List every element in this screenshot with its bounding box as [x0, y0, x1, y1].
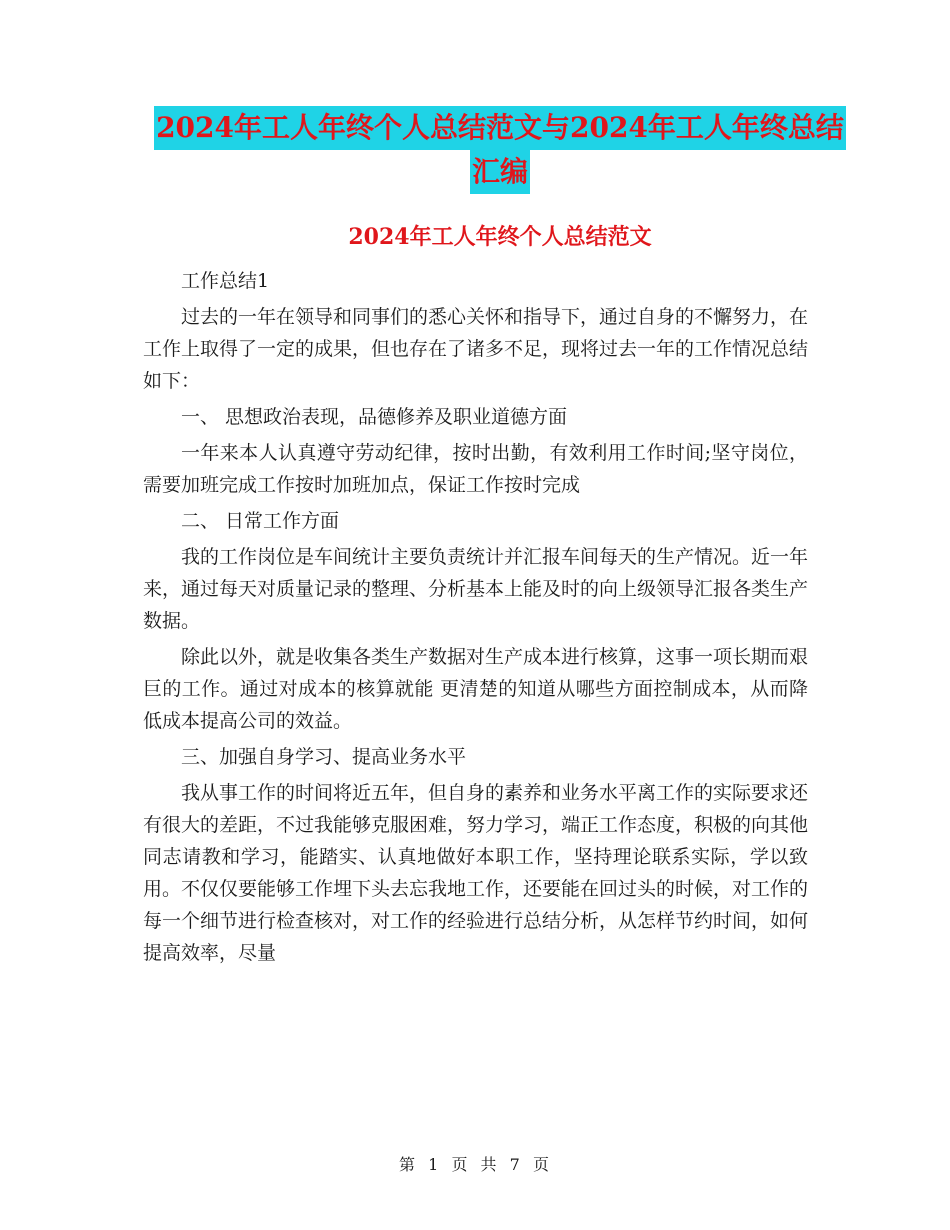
- title-line-1: 2024年工人年终个人总结范文与2024年工人年终总结: [154, 106, 846, 150]
- paragraph-heading: 一、 思想政治表现，品德修养及职业道德方面: [181, 406, 568, 428]
- page-footer: [0, 1154, 950, 1176]
- footer-suffix: 页: [532, 1155, 551, 1174]
- paragraph-heading: 二、 日常工作方面: [181, 510, 340, 532]
- document-title: [140, 106, 860, 194]
- paragraph: 一年来本人认真遵守劳动纪律，按时出勤，有效利用工作时间;坚守岗位，需要加班完成工作按时加班加点，保证工作按时完成: [143, 442, 808, 496]
- paragraph-heading: 三、加强自身学习、提高业务水平: [181, 746, 467, 768]
- current-page-number: 1: [428, 1155, 441, 1174]
- paragraph: 工作总结1: [181, 270, 270, 292]
- footer-prefix: 第: [399, 1155, 418, 1174]
- section-title: 2024年工人年终个人总结范文: [348, 224, 652, 250]
- paragraph: 过去的一年在领导和同事们的悉心关怀和指导下，通过自身的不懈努力，在工作上取得了一定的成果，但也存在了诸多不足，现将过去一年的工作情况总结如下：: [143, 306, 809, 392]
- paragraph: 除此以外，就是收集各类生产数据对生产成本进行核算，这事一项长期而艰巨的工作。通过对成本的核算就能 更清楚的知道从哪些方面控制成本，从而降低成本提高公司的效益。: [143, 646, 809, 732]
- paragraph: 我的工作岗位是车间统计主要负责统计并汇报车间每天的生产情况。近一年来，通过每天对质量记录的整理、分析基本上能及时的向上级领导汇报各类生产数据。: [143, 546, 809, 632]
- total-page-number: 7: [509, 1155, 522, 1174]
- footer-total-word: 共: [480, 1155, 499, 1174]
- title-line-2: 汇编: [470, 150, 530, 194]
- footer-page-word: 页: [451, 1155, 470, 1174]
- paragraph: 我从事工作的时间将近五年，但自身的素养和业务水平离工作的实际要求还有很大的差距，不过我能够克服困难，努力学习，端正工作态度，积极的向其他同志请教和学习，能踏实、认真地做好本职工作，坚持理论联系实际，学以致用。不仅仅要能够工作埋下头去忘我地工作，还要能在回过头的时候，对工作的每一个细节进行检查核对，对工作的经验进行总结分析，从怎样节约时间，如何提高效率，尽量: [143, 782, 809, 964]
- document-body: [143, 265, 808, 973]
